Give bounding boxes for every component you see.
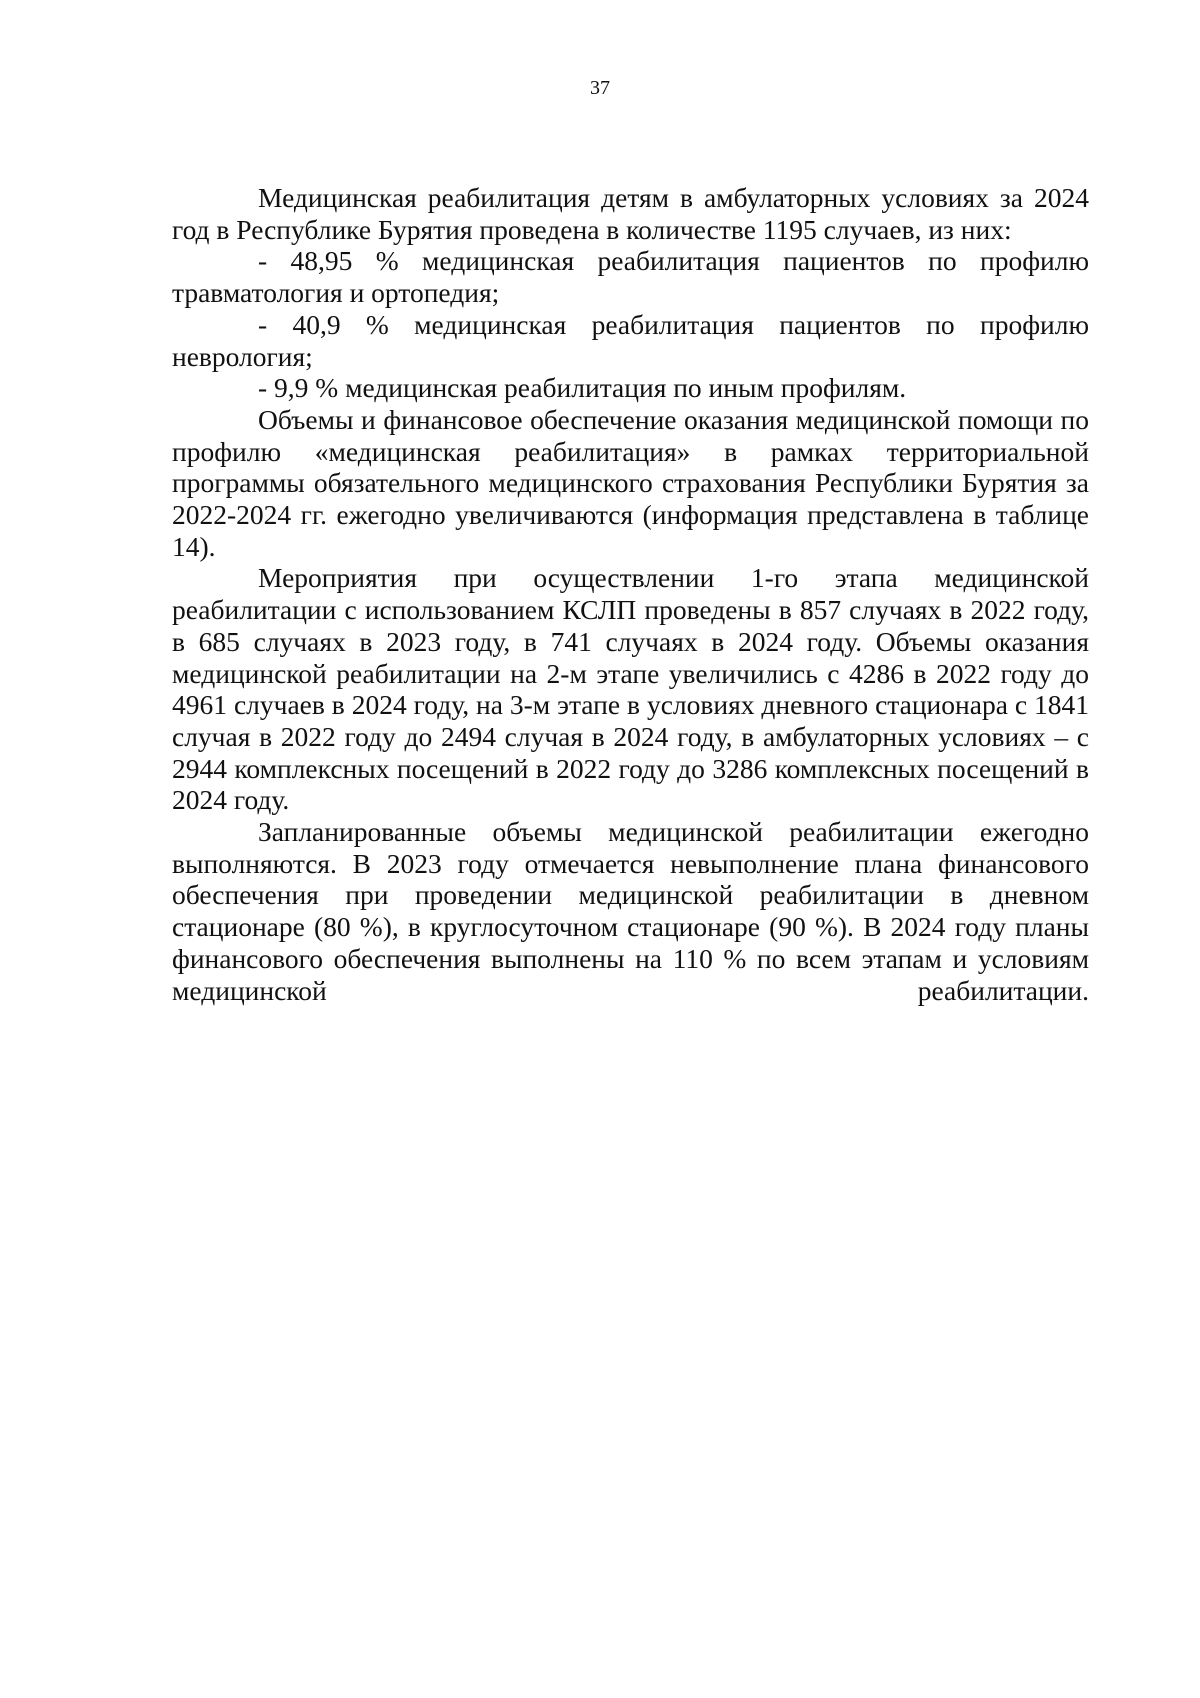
paragraph-intro: Медицинская реабилитация детям в амбулаторных условиях за 2024 год в Республике Бурятия проведена в количестве 1195 случаев, из них:	[172, 182, 1089, 245]
list-item-other-profiles: - 9,9 % медицинская реабилитация по иным профилям.	[258, 372, 907, 404]
list-item-traumatology: - 48,95 % медицинская реабилитация пациентов по профилю травматология и ортопедия;	[172, 245, 1089, 309]
paragraph-volumes-financing: Объемы и финансовое обеспечение оказания медицинской помощи по профилю «медицинская реабилитация» в рамках территориальной программы обязательного медицинского страхования Республики Бурятия за 2022-2024 гг. ежегодно увеличиваются (информация представлена в таблице 14).	[172, 403, 1089, 562]
list-item-neurology: - 40,9 % медицинская реабилитация пациентов по профилю неврология;	[172, 308, 1089, 372]
page-number: 37	[590, 77, 610, 99]
document-body	[172, 182, 1089, 1006]
paragraph-measures-stages: Мероприятия при осуществлении 1-го этапа медицинской реабилитации с использованием КСЛП проведены в 857 случаях в 2022 году, в 685 случаях в 2023 году, в 741 случаях в 2024 году. Объемы оказания медицинской реабилитации на 2-м этапе увеличились с 4286 в 2022 году до 4961 случаев в 2024 году, на 3-м этапе в условиях дневного стационара с 1841 случая в 2022 году до 2494 случая в 2024 году, в амбулаторных условиях – с 2944 комплексных посещений в 2022 году до 3286 комплексных посещений в 2024 году.	[172, 562, 1089, 816]
paragraph-plan-execution: Запланированные объемы медицинской реабилитации ежегодно выполняются. В 2023 году отмечается невыполнение плана финансового обеспечения при проведении медицинской реабилитации в дневном стационаре (80 %), в круглосуточном стационаре (90 %). В 2024 году планы финансового обеспечения выполнены на 110 % по всем этапам и условиям медицинской реабилитации.	[172, 816, 1089, 1006]
